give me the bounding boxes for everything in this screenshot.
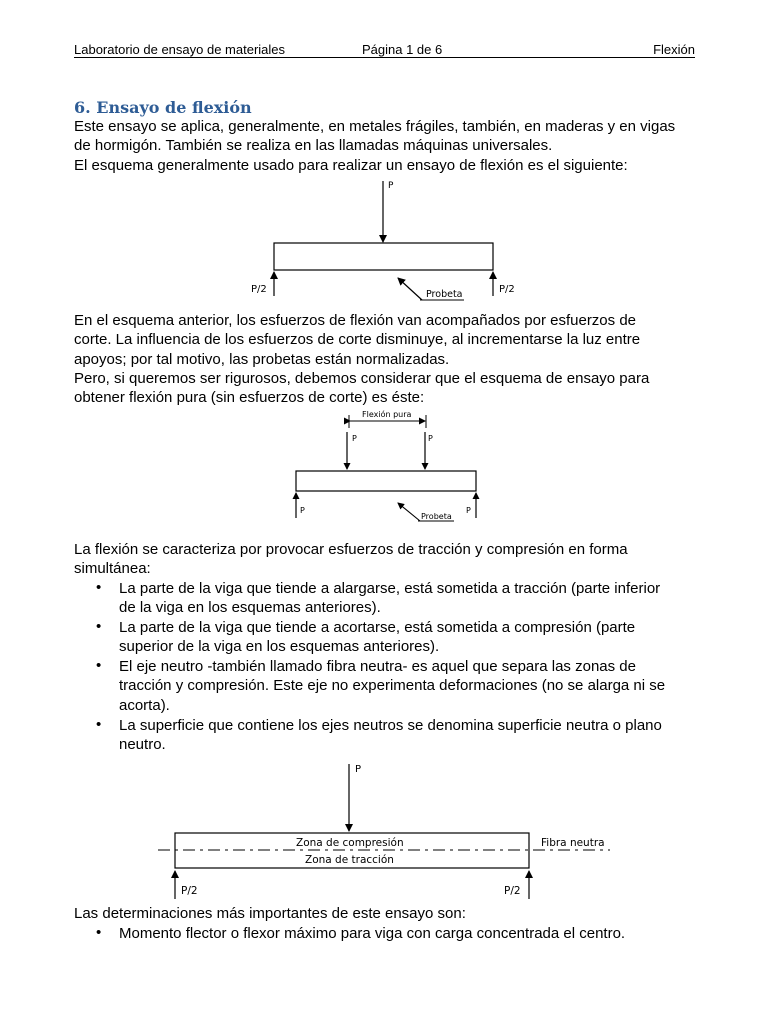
list-item-line: tracción y compresión. Este eje no experimenta deformaciones (no se alarga ni se	[119, 677, 666, 695]
beam	[296, 471, 476, 491]
list-item-line: Momento flector o flexor máximo para viga con carga concentrada el centro.	[119, 925, 626, 942]
list-item-line: de la viga en los esquemas anteriores).	[119, 599, 381, 617]
paragraph-line: En el esquema anterior, los esfuerzos de flexión van acompañados por esfuerzos de	[74, 312, 637, 329]
flexion-paragraph	[74, 540, 704, 579]
load-label: P	[388, 181, 394, 191]
bullet-icon: •	[96, 579, 102, 596]
load-left-label: P	[352, 434, 357, 443]
bullet-icon: •	[96, 924, 102, 941]
neutral-fiber-label: Fibra neutra	[541, 837, 605, 849]
compression-zone-label: Zona de compresión	[296, 837, 404, 849]
specimen-label: Probeta	[426, 289, 463, 300]
three-point-bending-diagram	[240, 176, 530, 308]
intro-line: El esquema generalmente usado para realizar un ensayo de flexión es el siguiente:	[74, 156, 628, 174]
section-title: 6. Ensayo de flexión	[74, 98, 252, 117]
list-item-line: La superficie que contiene los ejes neutros se denomina superficie neutra o plano	[119, 717, 662, 734]
load-label: P	[355, 764, 362, 775]
paragraph-line: corte. La influencia de los esfuerzos de corte disminuye, al incrementarse la luz entre	[74, 331, 641, 349]
list-item	[119, 924, 709, 943]
list-item-line: La parte de la viga que tiende a acortarse, está sometida a compresión (parte	[119, 619, 636, 636]
specimen-pointer	[398, 503, 420, 521]
list-item-line: superior de la viga en los esquemas anteriores).	[119, 638, 440, 656]
list-item-line: La parte de la viga que tiende a alargarse, está sometida a tracción (parte inferior	[119, 580, 661, 597]
shear-paragraph	[74, 311, 704, 407]
list-item	[119, 657, 709, 715]
intro-paragraph	[74, 117, 704, 175]
left-support-label: P/2	[181, 885, 198, 897]
paragraph-line: Pero, si queremos ser rigurosos, debemos considerar que el esquema de ensayo para	[74, 369, 650, 387]
left-support-label: P	[300, 506, 305, 515]
beam	[274, 243, 493, 270]
paragraph-line: Las determinaciones más importantes de este ensayo son:	[74, 905, 466, 922]
intro-line: Este ensayo se aplica, generalmente, en metales frágiles, también, en maderas y en vigas	[74, 118, 676, 135]
neutral-fiber-diagram	[150, 756, 620, 902]
header-rule	[74, 57, 695, 58]
right-support-label: P/2	[499, 284, 515, 295]
pure-bending-diagram	[280, 406, 500, 530]
list-item	[119, 716, 709, 755]
list-item	[119, 579, 709, 618]
left-support-label: P/2	[251, 284, 267, 295]
list-item-line: acorta).	[119, 696, 170, 714]
header-left: Laboratorio de ensayo de materiales	[74, 42, 286, 57]
list-item-line: El eje neutro -también llamado fibra neutra- es aquel que separa las zonas de	[119, 658, 636, 675]
right-support-label: P/2	[504, 885, 521, 897]
right-support-label: P	[466, 506, 471, 515]
list-item	[119, 618, 709, 657]
paragraph-line: La flexión se caracteriza por provocar esfuerzos de tracción y compresión en forma	[74, 541, 628, 558]
specimen-pointer	[398, 278, 422, 300]
list-item-line: neutro.	[119, 736, 166, 754]
load-right-label: P	[428, 434, 433, 443]
specimen-label: Probeta	[421, 512, 452, 521]
traction-zone-label: Zona de tracción	[305, 854, 394, 866]
pure-bending-label: Flexión pura	[362, 410, 412, 419]
paragraph-line: apoyos; por tal motivo, las probetas están normalizadas.	[74, 350, 450, 368]
header-right: Flexión	[653, 42, 695, 57]
bullet-icon: •	[96, 716, 102, 733]
header-page-number: Página 1 de 6	[362, 42, 443, 57]
intro-line: de hormigón. También se realiza en las llamadas máquinas universales.	[74, 137, 553, 155]
bullet-icon: •	[96, 618, 102, 635]
paragraph-line: simultánea:	[74, 560, 151, 578]
bullet-icon: •	[96, 657, 102, 674]
paragraph-line: obtener flexión pura (sin esfuerzos de corte) es éste:	[74, 389, 425, 407]
determinations-paragraph	[74, 904, 704, 923]
